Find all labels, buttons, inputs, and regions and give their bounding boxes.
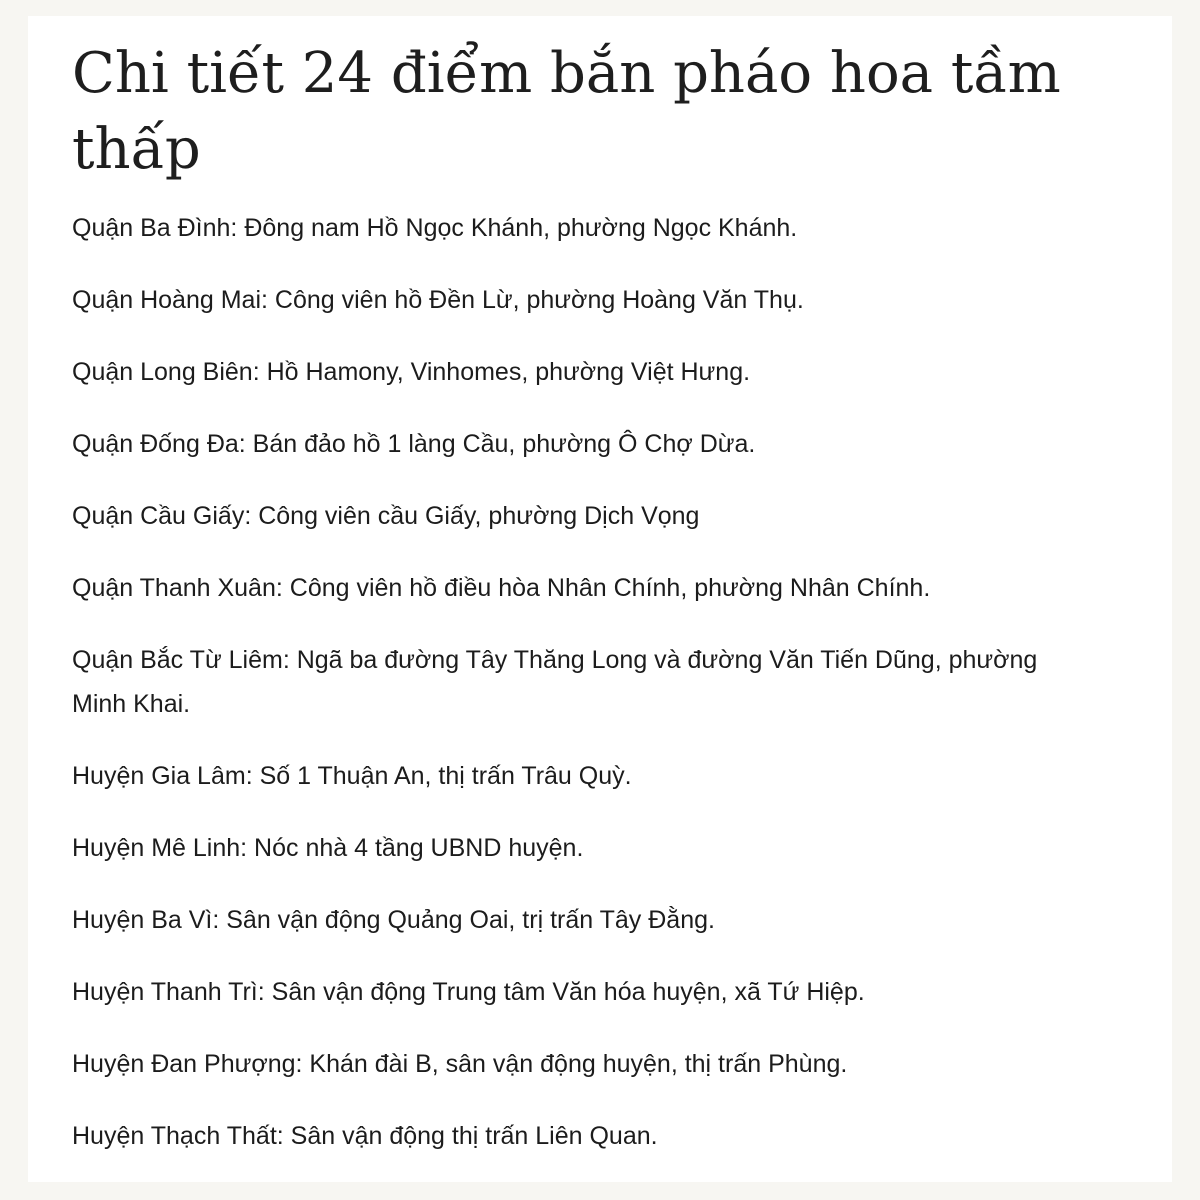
list-item: Huyện Đan Phượng: Khán đài B, sân vận động huyện, thị trấn Phùng. [72, 1050, 848, 1078]
list-item: Quận Hoàng Mai: Công viên hồ Đền Lừ, phường Hoàng Văn Thụ. [72, 286, 804, 314]
article-card [28, 16, 1172, 1182]
list-item: Quận Đống Đa: Bán đảo hồ 1 làng Cầu, phường Ô Chợ Dừa. [72, 430, 756, 458]
list-item: Huyện Mê Linh: Nóc nhà 4 tầng UBND huyện. [72, 834, 584, 862]
list-item: Huyện Ba Vì: Sân vận động Quảng Oai, trị trấn Tây Đằng. [72, 906, 715, 934]
article-title: Chi tiết 24 điểm bắn pháo hoa tầm thấp [72, 41, 1061, 182]
list-item: Huyện Gia Lâm: Số 1 Thuận An, thị trấn Trâu Quỳ. [72, 762, 632, 790]
list-item: Quận Cầu Giấy: Công viên cầu Giấy, phường Dịch Vọng [72, 502, 700, 530]
list-item: Huyện Thạch Thất: Sân vận động thị trấn Liên Quan. [72, 1122, 658, 1150]
list-item: Huyện Thanh Trì: Sân vận động Trung tâm Văn hóa huyện, xã Tứ Hiệp. [72, 978, 865, 1006]
list-item: Quận Bắc Từ Liêm: Ngã ba đường Tây Thăng Long và đường Văn Tiến Dũng, phường Minh Khai. [72, 646, 1038, 718]
list-item: Quận Thanh Xuân: Công viên hồ điều hòa Nhân Chính, phường Nhân Chính. [72, 574, 931, 602]
location-list [72, 206, 1128, 1158]
list-item: Quận Long Biên: Hồ Hamony, Vinhomes, phường Việt Hưng. [72, 358, 751, 386]
list-item: Quận Ba Đình: Đông nam Hồ Ngọc Khánh, phường Ngọc Khánh. [72, 214, 798, 242]
